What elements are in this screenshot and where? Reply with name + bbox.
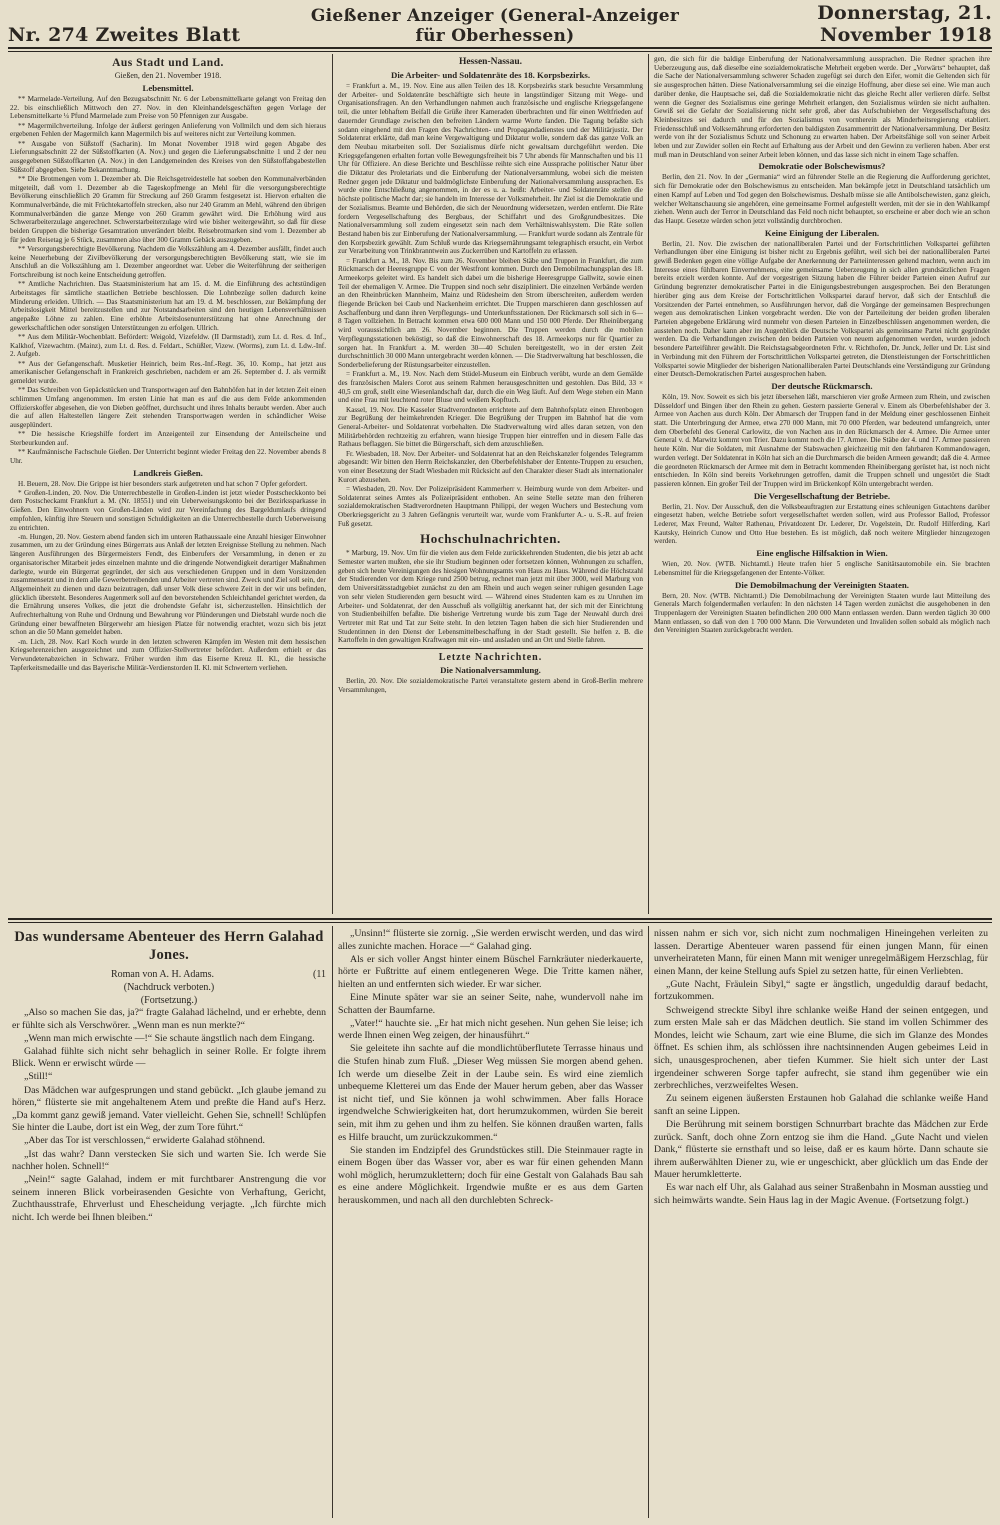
story-paragraph: „Vater!“ hauchte sie. „Er hat mich nicht gesehen. Nun gehen Sie leise; ich werde Ihnen einen Weg zeigen, der hinausführt.“: [338, 1017, 643, 1042]
article-paragraph: = Frankfurt a. M., 19. Nov. Nach dem Stüdel-Museum ein Einbruch verübt, wurde an dem Gemälde des französischen Malers Corot aus seinem Rahmen herausgeschnitten und gestohlen. Das Bild, 33 × 40,5 cm groß, stellt eine Wiesenlandschaft dar, durch die ein Weg läuft. Auf dem Wege stehen ein Mann und eine Frau mit leuchtend roter Bluse und weißem Kopftuch.: [338, 370, 643, 405]
article-paragraph: = Wiesbaden, 20. Nov. Der Polizeipräsident Kammerherr v. Heimburg wurde von dem Arbeiter- und Soldatenrat seines Amtes als Polizeipräsident enthoben. An seine Stelle setzte man den früheren sozialdemokratischen Stadtverordneten Hauptmann Philippi, der wegen Wuchers und Bestechung vom Oberkriegsgericht zu 3 Jahren Gefängnis verurteilt war, wurde vom Frankfurter A.- u. S.-R. auf freien Fuß gesetzt.: [338, 484, 643, 528]
story-paragraph: „Also so machen Sie das, ja?“ fragte Galahad lächelnd, und er erhebte, denn er fühlte sich als Verschwörer. „Wenn man es nun merkte?“: [12, 1007, 326, 1031]
article-paragraph: * Großen-Linden, 20. Nov. Die Unterrechbestelle in Großen-Linden ist jetzt wieder Postscheckkonto bei dem Postscheckamt Frankfurt a. M. (Nr. 18551) und ein Ueberweisungskonto bei der Bezirkssparkasse in Gießen. Den Einwohnern von Großen-Linden wird zur Vereinfachung des Bargeldumlaufs dringend empfohlen, künftig ihre Steuern und sonstigen Schuldigkeiten an die Unterrechbestelle durch Ueberweisung zu entrichten.: [10, 488, 326, 532]
column-rule: [332, 54, 333, 914]
subheading: Demokratie oder Bolschewismus?: [758, 161, 886, 172]
section-heading: Aus Stadt und Land.: [112, 57, 224, 69]
column-rule: [648, 926, 649, 1518]
feuilleton-column: [654, 928, 988, 1518]
story-paragraph: Das Mädchen war aufgesprungen und stand gebückt. „Ich glaube jemand zu hören,“ flüsterte sie mit angehaltenem Atem und preßte die Hand auf's Herz. „Da kommt ganz gewiß jemand. Vater vielleicht. Gehen Sie, schnell! Schlüpfen Sie hinter die Laube, dort ist ein Weg, der zum Tore führt.“: [12, 1084, 326, 1134]
story-paragraph: „Ist das wahr? Dann verstecken Sie sich und warten Sie. Ich werde Sie nachher holen. Schnell!“: [12, 1148, 326, 1173]
article-paragraph: * Marburg, 19. Nov. Um für die vielen aus dem Felde zurückkehrenden Studenten, die bis jetzt ab acht Semester warten mußten, ehe sie ihr Studium beginnen oder fortsetzen können, Wohnungen zu schaffen, geben sich heute Vereinigungen des hiesigen Wohnungsamts von Haus zu Haus. Während die Höchstzahl der Studierenden vor dem Kriege rund 2500 betrug, rechnet man jetzt mit über 3000, weil Marburg von dem Universitätsstadtgebiet zunächst zu den am Rhein und auch wegen seiner ruhigen gesunden Lage von sehr vielen Studierenden gern besucht wird. — Während eines Studenten kam es zu Unruhen im Arbeiter- und Soldatenrat, der den Ausschuß als vollgültig anerkannt hat, der sich mit der Einrichtung von Studienbeihilfen befaßte. Die bisherige Vertretung wurde bis zum Tage der Neuwahl durch drei Vertreter mit Rat und Tat zur Seite steht. In den letzten Tagen haben die sich hier Studierenden und Studentinnen in den Dienst der Lebensmittelbeschaffung in der Stadt gestellt. Sie helfen z. B. die Kartoffeln in den gewaltigen Kraftwagen mit ein- und ausladen und an Ort und Stelle fahren.: [338, 549, 643, 645]
column-politics: [654, 55, 990, 915]
masthead: [8, 2, 992, 46]
story-paragraph: Sie standen im Endzipfel des Grundstückes still. Die Steinmauer ragte in einem Bogen über das Wasser vor, aber es war für einen gehenden Mann wohl möglich, herumzuklettern; doch für eine Gestalt von Galahads Bau sah es eine andere Möglichkeit. Irgendwie mußte er es aus dem Garten herauskommen, und nach all den durchlebten Schreck-: [338, 1144, 643, 1206]
subheading: Landkreis Gießen.: [133, 467, 203, 478]
story-paragraph: „Gute Nacht, Fräulein Sibyl,“ sagte er ängstlich, ungeduldig darauf bedacht, fortzukommen.: [654, 978, 988, 1003]
serial-byline: [12, 968, 326, 981]
article-paragraph: ** Versorgungsberechtigte Bevölkerung. Nachdem die Volkszählung am 4. Dezember ausfällt, findet auch keine Neuerhebung der Zivilbevölkerung der versorgungsberechtigten Bevölkerung statt, wie sie im Anschluß an die Volkszählung am 1. Dezember angeordnet war. Ueber die Weiterführung der seitherigen Fortschreibung ist noch keine Entscheidung getroffen.: [10, 244, 326, 280]
subheading: Die Nationalversammlung.: [440, 665, 541, 676]
serial-author: Roman von A. H. Adams.: [110, 969, 215, 980]
subheading: Die Demobilmachung der Vereinigten Staaten.: [735, 579, 909, 590]
article-paragraph: Berlin, den 21. Nov. In der „Germania“ wird an führender Stelle an die Regierung die Aufforderung gerichtet, sich für Demokratie oder den Bolschewismus zu entscheiden. Man bekämpfe jetzt in Deutschland tatsächlich um einen Kampf auf Leben und Tod gegen den Bolschewismus. Deshalb müsse sie alle Antibolschewisten, ganz gleich, welcher Weltanschauung sie angehören, eine gemeinsame Formel aufgestellt werden, mit der sie in den Wahlkampf ziehen. Wenn auch der Terror in Deutschland das Feld noch nicht behauptet, so erscheine er aber doch wie an schon das Haupt. Gesetze würden schon jetzt vollständig durchbrochen.: [654, 173, 990, 225]
article-paragraph: -m. Hungen, 20. Nov. Gestern abend fanden sich im unteren Rathaussaale eine Anzahl hiesiger Einwohner zusammen, um zu der Gründung eines Bürgerrats aus Anlaß der letzten Ereignisse Stellung zu nehmen. Nach längeren Ausführungen des Bürgermeisters Fendt, des Einberufers der Versammlung, in denen er zu organisatorischer Mitarbeit jedes einzelnen mahnte und die dringende Notwendigkeit derartiger Maßnahmen darlegte, wurde ein Bürgerrat gegründet, der sich aus verschiedenen Gruppen und in dem Vorsitzenden zusammensetzt und in dem alle Gewerbetreibenden und Arbeiter vertreten sind. Zweck und Ziel soll sein, der Allgemeinheit zu dienen und dazu beizutragen, daß unser Volk diese schwere Zeit in der wir uns befinden, glücklich übersteht. Besonderes Augenmerk soll auf den bevorstehenden Schleichhandel gerichtet werden, da die Ernährung unseres Volkes, die jetzt die drohendste Gefahr ist, sicherzustellen. Hinsichtlich der Aufrechterhaltung von Ruhe und Ordnung und Bewahrung vor Plünderungen und Diebstahl wurde noch die Gründung einer bewaffneten Bürgerwehr am hiesigen Platze für notwendig erachtet, wozu sich bis jetzt schon an die 50 Mann gemeldet haben.: [10, 532, 326, 637]
subheading: Keine Einigung der Liberalen.: [764, 227, 880, 238]
serial-title: Das wundersame Abenteuer des Herrn Galahad Jones.: [14, 929, 324, 963]
story-paragraph: „Wenn man mich erwischte —!“ Sie schaute ängstlich nach dem Eingang.: [24, 1032, 315, 1044]
article-paragraph: ** Die hessische Kriegshilfe fordert im Anzeigenteil zur Einsendung der Anteilscheine und Sterbeurkunden auf.: [10, 430, 326, 447]
issue-number: Nr. 274 Zweites Blatt: [8, 24, 241, 46]
story-paragraph: Sie geleitete ihn sachte auf die mondlichtüberflutete Terrasse hinaus und die Stufen hinab zum Fluß. „Dieser Weg müssen Sie morgen abend gehen. Ich werde um dieselbe Zeit in der Laube sein. Es wird eine ziemlich unbequeme Kletterei um das Ende der Mauer herum geben, aber das Wasser ist nicht tief, und Sie können ja wohl schwimmen. Aber falls Horace irgendwelche Schwierigkeiten hat, dort herumzukommen, würden Sie bereit sein, mit ihm zu gehen und ihm zu helfen. Sie können draußen warten, falls es Hilfe braucht, um zurückzukommen.“: [338, 1043, 643, 1143]
column-local-news: [10, 55, 326, 915]
story-paragraph: Galahad fühlte sich nicht sehr behaglich in seiner Rolle. Er folgte ihrem Blick. Wenn er erwischt würde —: [12, 1045, 326, 1070]
article-paragraph: Berlin, 20. Nov. Die sozialdemokratische Partei veranstaltete gestern abend in Groß-Berlin mehrere Versammlungen,: [338, 677, 643, 694]
article-paragraph: H. Beuern, 28. Nov. Die Grippe ist hier besonders stark aufgetreten und hat schon 7 Opfer gefordert.: [18, 479, 308, 488]
story-paragraph: nissen nahm er sich vor, sich nicht zum nochmaligen Hineingehen verleiten zu lassen. Derartige Abenteuer waren passend für einen jungen Mann, für einen unverheirateten Mann, für einen Mann mit weniger unregelmäßigem Herzschlag, für einen Mann, der keine Stellung aufs Spiel zu setzen hatte, für einen Verliebten.: [654, 928, 988, 977]
article-paragraph: = Frankfurt a. M., 19. Nov. Eine aus allen Teilen des 18. Korpsbezirks stark besuchte Versammlung der Arbeiter- und Soldatenräte beschäftigte sich heute in langstündiger Sitzung mit Wege- und Organisationsfragen. An den Verhandlungen nahmen auch französische und englische Kriegsgefangene teil, die unter lebhaftem Beifall die Grüße ihrer Kameraden überbrachten und für einen Weltfrieden auf dauernder Grundlage zwischen den befreiten Ländern warme Worte fanden. Die Tagung befaßte sich sodann eingehend mit den Fragen des Nachrichten- und Propagandadienstes und der Militärjustiz. Der Soldatenrat erklärte, daß man keine Vergewaltigung und Diktatur wolle, sondern daß das ganze Volk an dem Neubau mitarbeiten soll. Der Sozialismus dürfe nicht gewaltsam durchgeführt werden. Die Kriegsgefangenen erhalten fortan volle Bewegungsfreiheit bis 7 Uhr abends für Mannschaften und bis 11 Uhr für Offiziere. An diese Berichte und Beschlüsse reihte sich eine Aussprache politischer Natur über die Diktatur des Proletariats und die Einberufung der Nationalversammlung, wobei sich die meisten Redner gegen jede Diktatur und baldmöglichste Einberufung der Nationalversammlung aussprachen. Es wurde eine Entschließung angenommen, in der es u. a. heißt: Arbeiter- und Soldatenräte stellen die höchste politische Macht dar; sie handeln im Interesse der Volksmehrheit. Ihr Ziel ist die Demokratie und der Sozialismus. Beamte und Behörden, die sich der Neuordnung widersetzen, werden entfernt. Die Räte fordern Vergesellschaftung des Bergbaus, der Schiffahrt und des Großgrundbesitzes. Die Nationalversammlung soll zudem eingesetzt sein nach dem Verhältniswahlsystem. Die Räte sollen Bestand haben bis zur Einberufung der Nationalversammlung. — Frankfurt wurde sodann als Zentrale für den Korpsbezirk gewählt. Zum Schluß wurde das Kriegsernährungsamt telegraphisch ersucht, ein Verbot zur Verarbeitung von Trinkbranntwein aus Zuckerrüben und Kartoffeln zu erlassen.: [338, 82, 643, 256]
article-paragraph: ** Aus der Gefangenschaft. Musketier Heinrich, beim Res.-Inf.-Regt. 36, 10. Komp., hat jetzt aus amerikanischer Gefangenschaft in Frankreich geschrieben, nachdem er am 26. September d. J. als vermißt gemeldet wurde.: [10, 359, 326, 385]
section-heading: Hochschulnachrichten.: [420, 531, 561, 547]
article-paragraph: ** Aus dem Militär-Wochenblatt. Befördert: Weigold, Vizefeldw. (II Darmstadt), zum Lt. d. Res. d. Inf., Kalkhof, Vizewachtm. (Mainz), zum Lt. d. Res. d. Feldart., Schüßler, Vizew. (Worms), zum Lt. d. Ldw.-Inf. 2. Aufgeb.: [10, 332, 326, 359]
feuilleton-column: [12, 928, 326, 1518]
story-paragraph: Eine Minute später war sie an seiner Seite, nahe, wundervoll nahe im Schatten der Baumfarne.: [338, 991, 643, 1016]
subheading: Die Vergesellschaftung der Betriebe.: [753, 490, 891, 501]
article-paragraph: ** Ausgabe von Süßstoff (Sacharin). Im Monat November 1918 wird gegen Abgabe des Lieferungsabschnitt 22 der Süßstoffkarten (A. Nov.) und gegen die Lieferungsabschnitte 1 und 2 der neu ausgegebenen Süßstoffkarten (A. Nov.) in den Landgemeinden des Kreises von den Süßstoffabgabestellen Süßstoff abgegeben. Siehe Bekanntmachung.: [10, 139, 326, 174]
article-paragraph: Berlin, 21. Nov. Der Ausschuß, den die Volksbeauftragten zur Erstattung eines schleunigen Gutachtens darüber eingesetzt haben, welche Betriebe sofort vergesellschaftet werden sollen, wird aus Professor Ballod, Professor Lederer, Max Freund, Walter Rathenau, Privatdozent Dr. Lederer, Dr. Vogelstein, Dr. Rudolf Hilferding, Karl Kautsky, Heinrich Cunow und Otto Hue bestehen. Es ist möglich, daß noch weitere Mitglieder hinzugezogen werden.: [654, 502, 990, 546]
article-paragraph: Köln, 19. Nov. Soweit es sich bis jetzt übersehen läßt, marschieren vier große Armeen zum Rhein, und zwischen Düsseldorf und Bingen über den Rhein zu gehen. Gestern passierte General v. Einem als Oberbefehlshaber der 3. Armee von Aachen aus durch Köln. Der Abmarsch der Truppen fand in der Meldung einer geschlossenen Einheit statt. Die Unterbringung der Armee, etwa 270 000 Mann, mit 70 000 Pferden, war bedeutend umfangreich, unter dem Oberbefehl des General Carlowitz, die von Nachen aus in den Rückmarsch der 4. Armee. Die Armee unter General v. d. Marwitz kommt von Trier. Dazu kommt noch die 17. Armee. Die Stäbe der 4. und 17. Armee passieren heute Köln. Nur die Soldaten, mit Ausnahme der Stabswachen gleichzeitig mit den fahrbaren Kommandowagen, wurden verlegt. Der Soldatenrat in Köln hat sich an die Durchmarsch die beiden Armeen gewandt; daß die 4. Armee die geordneten Rückmarsch der Armee mit dem in Betracht kommenden Rheinübergang gerüstet hat, ist noch nicht entschieden. In Köln sind bereits Vorkehrungen getroffen, damit die Truppen schnell und ungestört die Stadt passieren können. Ein großer Teil der Truppen wird im Brückenkopf Köln untergebracht werden.: [654, 392, 990, 488]
article-paragraph: ** Marmelade-Verteilung. Auf den Bezugsabschnitt Nr. 6 der Lebensmittelkarte gelangt von Freitag den 22. bis einschließlich Mittwoch den 27. Nov. in den Kleinhandelsgeschäften gegen Vorlage der Lebensmittelkarte ¼ Pfund Marmelade zum Preise von 50 Pfennigen zur Ausgabe.: [10, 95, 326, 121]
feuilleton-rule: [8, 922, 992, 923]
subheading: Lebensmittel.: [142, 83, 194, 93]
story-paragraph: Zu seinem eigenen äußersten Erstaunen hob Galahad die schlanke weiße Hand sanft an seine Lippen.: [654, 1093, 988, 1117]
article-paragraph: -m. Lich, 28. Nov. Karl Koch wurde in den letzten schweren Kämpfen im Westen mit dem hessischen Kriegsehrenzeichen ausgezeichnet und zum Offizier-Stellvertreter befördert. Außerdem erhielt er das Verwundetenabzeichen in Schwarz. Früher wurden ihm das Eiserne Kreuz II. Kl., die hessische Tapferkeitsmedaille und das Bayerische Militär-Verdienstorden II. Kl. mit Schwertern verliehen.: [10, 637, 326, 672]
subheading: Der deutsche Rückmarsch.: [771, 380, 873, 391]
article-paragraph: ** Magermilchverteilung. Infolge der äußerst geringen Anlieferung von Vollmilch und dem sich hieraus ergebenen Fehlen der Magermilch kann Magermilch bis auf weiteres nicht zur Verteilung kommen.: [10, 121, 326, 139]
article-paragraph: Kassel, 19. Nov. Die Kasseler Stadtverordneten errichtete auf dem Bahnhofsplatz einen Ehrenbogen zur Begrüßung der heimkehrenden Krieger. Die Begrüßung der Truppen im Bahnhof hat die vom General-Arbeiter- und Soldatenrat vorbehalten. Die Stadtverwaltung wird alles daran setzen, von den Militärbehörden rechtzeitig zu erfahren, wann hiesige Truppen hier eintreffen und in diesem Falle das Rathaus beflaggen. Sie bittet die Bürgerschaft, sich dem anzuschließen.: [338, 405, 643, 449]
column-rule: [648, 54, 649, 914]
story-paragraph: Als er sich voller Angst hinter einem Büschel Farnkräuter niederkauerte, hörte er Fußtritte auf einem entlegeneren Wege. Die Tritte kamen näher, hielten an und entfernten sich wieder. Er war sicher.: [338, 953, 643, 990]
article-paragraph: Wien, 20. Nov. (WTB. Nichtamtl.) Heute trafen hier 5 englische Sanitätsautomobile ein. Sie brachten Lebensmittel für die Kriegsgefangenen der Entente-Völker.: [654, 560, 990, 577]
story-paragraph: „Aber das Tor ist verschlossen,“ erwiderte Galahad stöhnend.: [24, 1135, 265, 1147]
issue-date: Donnerstag, 21. November 1918: [817, 2, 992, 46]
article-paragraph: Berlin, 21. Nov. Die zwischen der nationalliberalen Partei und der Fortschrittlichen Volkspartei geführten Verhandlungen über eine Einigung ist bisher nicht zu Ergebnis geführt, weil sich bei der nationalliberalen Partei gewiß Bedenken gegen eine völlige Aufgabe der Anerkennung der Parteiinteressen geltend machten, wenn auch im Interesse eines fühlbaren Einvernehmens, eine gemeinsame Ueberzeugung in sich allen grundsätzlichen Fragen bereits erzielt werden konnte. Auf der vorgestrigen Sitzung haben die Führer beider Parteien einen Aufruf zur Gründung begrenzter demokratischer Partei in die Einigungsbestrebungen ausgesprochen. Bei den Beratungen hierüber ging aus dem Kreise der Fortschrittlichen Volkspartei darauf hervor, daß sich der Entschluß die Vorsitzenden der Partei entnehmen, so Ausführungen hervor, daß die Vorgänge der gemeinsamen Besprechungen wegen aus demokratischen Linken vorgebracht werden. Die von der Parteileitung der beiden großen liberalen Parteien abgegebene Erklärung wird nunmehr von diesen Parteien in Einzelbeschlüssen angenommen werden, die ausstehen noch. Daher kann aber im Augenblick die Deutsche Volkspartei als gemeinsame Partei nicht gegründet werden. Da die Verhandlungen zwischen den beiden Parteien von neuem aufgenommen werden, wurden jedoch besondere Parteiführer gewählt. Die Reichstagsabgeordneten Frhr. v. Richthofen, Dr. Junck, Jeller und Dr. List sind in Verbindung mit den Führern der Fortschrittlichen Volkspartei getreten, die Dienstleistungen der Fortschrittlichen Volkspartei sowie Mitglieder der bisherigen Nationalliberalen Partei Deutschlands eine Verständigung zur Gründung einer Deutsch-Demokratischen Partei ausgesprochen haben.: [654, 239, 990, 379]
continuation-note: (Fortsetzung.): [140, 995, 198, 1006]
story-paragraph: Es war nach elf Uhr, als Galahad aus seiner Straßenbahn in Mosman ausstieg und sich heimwärts wandte. Sein Haus lag in der Magic Avenue. (Fortsetzung folgt.): [654, 1182, 988, 1206]
article-paragraph: ** Das Schreiben von Gepäckstücken und Transportwagen auf den Bahnhöfen hat in der letzten Zeit einen schlimmen Umfang angenommen. Im ersten Linie hat man es auf die aus dem Felde ankommenden Offizierskoffer abgesehen, die von Dieben geöffnet, durchsucht und ihres Inhalts beraubt werden. Aber auch die auf allen Haltestellen längere Zeit stehenden Transportwagen werden in schändlicher Weise ausgeplündert.: [10, 386, 326, 430]
story-paragraph: „Still!“: [24, 1071, 53, 1083]
article-paragraph: = Frankfurt a. M., 18. Nov. Bis zum 26. November bleiben Stäbe und Truppen in Frankfurt, die zum Rückmarsch der Heeresgruppe C von der Westfront kommen. Durch den Demobilmachungsplan des 18. Armeekorps geleitet wird. Es handelt sich dabei um die bisherige Heeresgruppe Gallwitz, sowie einen Teil der ehemaligen V. Armee. Die Truppen sind noch sehr diszipliniert. Die einzelnen Verbände werden an den Rheinbrücken Mannheim, Mainz und Rüdesheim den Strom überschreiten, außerdem werden fliegende Brücken bei Caub und Nackenheim errichtet. Die Truppen marschieren dann geschlossen auf Aschaffenburg und dann ihren Verpflegungs- und Unterkunftsstationen. Der Rückmarsch soll sich in 6—8 Tagen vollziehen. In Betracht kommen etwa 600 000 Mann und 150 000 Pferde. Der Rheinübergang wird voraussichtlich am 26. November beginnen. Die Truppen werden durch die mobilen Verpflegungsstationen beköstigt, so daß die Einwohnerschaft des 18. Armeekorps nur für Quartier zu sorgen hat. In Frankfurt a. M. werden 30—40 Schulen bereitgestellt, wo in der ersten Zeit durchschnittlich 30 000 Mann untergebracht werden können. — Die Stadtverwaltung hat beschlossen, die Sonderbelieferung der Rüstungsarbeiter einzustellen.: [338, 256, 643, 369]
subheading: Die Arbeiter- und Soldatenräte des 18. Korpsbezirks.: [390, 70, 591, 80]
newspaper-title: Gießener Anzeiger (General-Anzeiger für Oberhessen): [310, 6, 680, 46]
serial-number: (11: [313, 969, 326, 980]
article-paragraph: Bern, 20. Nov. (WTB. Nichtamtl.) Die Demobilmachung der Vereinigten Staaten wurde laut Mitteilung des Generals March folgendermaßen verlaufen: In den nächsten 14 Tagen werden zunächst die ausgehobenen in den Truppenlagern der Vereinigten Staaten befindlichen 200 000 Mann entlassen werden. Dann werden täglich 30 000 Mann entlassen, so daß von den 1 700 000 Mann. Die Verwundeten und Invaliden sollen sobald als möglich nach den Vereinigten Staaten zurückgebracht werden.: [654, 591, 990, 635]
story-paragraph: Die Berührung mit seinem borstigen Schnurrbart brachte das Mädchen zur Erde zurück. Sanft, doch ohne Zorn entzog sie ihm die Hand. „Gute Nacht und vielen Dank,“ flüsterte sie ernsthaft und so leise, daß er es kaum hörte. Dann schaute sie ihrem außerwählten Diener zu, wie er ungeschickt, aber glücklich um das Ende der Mauer herumkletterte.: [654, 1118, 988, 1181]
column-rule: [332, 926, 333, 1518]
section-heading: Letzte Nachrichten.: [438, 652, 543, 664]
column-hessen-nassau: [338, 55, 643, 915]
section-heading: Hessen-Nassau.: [458, 57, 523, 67]
feuilleton-column: [338, 928, 643, 1518]
article-paragraph: Fr. Wiesbaden, 18. Nov. Der Arbeiter- und Soldatenrat hat an den Reichskanzler folgendes Telegramm abgesandt: Wir bitten den Herrn Reichskanzler, den Oberbefehlshaber der Entente-Truppen zu ersuchen, von einer Besetzung der Stadt Wiesbaden mit Rücksicht auf den Charakter dieser Stadt als internationaler Kurort abzusehen.: [338, 449, 643, 484]
article-paragraph: ** Kaufmännische Fachschule Gießen. Der Unterricht beginnt wieder Freitag den 22. November abends 8 Uhr.: [10, 448, 326, 465]
feuilleton-rule: [8, 918, 992, 920]
article-paragraph: ** Die Brotmengen vom 1. Dezember ab. Die Reichsgetreidestelle hat soeben den Kommunalverbänden mitgeteilt, daß vom 1. Dezember ab die Tageskopfmenge an Mehl für die versorgungsberechtigte Bevölkerung einschließlich 20 Gramm für Streckung auf 260 Gramm festgesetzt ist. Hiervon erhalten die Kommunalverbände, die mit Früchtekartoffeln strecken, also nur 240 Gramm an Mehl, während den übrigen Kommunalverbänden die ganze Menge von 260 Gramm gewährt wird. Die Erhöhung wird aus Schwerarbeiterzulage angerechnet. Schwerstarbeiterzulage wird wie bisher weitergewährt, so daß für diese beiden Gruppen die bisherige Gesamtration unverändert bleibt. Reisebrotmarken sind vom 1. Dezember ab für jeden Reisetag je 6 Stück, zusammen also über 300 Gramm Gebäck auszugeben.: [10, 174, 326, 244]
story-paragraph: „Nein!“ sagte Galahad, indem er mit furchtbarer Anstrengung die vor seinem inneren Blick vorbeirasenden Gesichte von Verhaftung, Gericht, Zuchthausstrafe, Ehrverlust und Ehescheidung verjagte. „Ich fürchte mich nicht. Ich werde bei Ihnen bleiben.“: [12, 1174, 326, 1223]
article-paragraph: ** Amtliche Nachrichten. Das Staatsministerium hat am 15. d. M. die Einführung des achtstündigen Arbeitstages für sämtliche staatlichen Betriebe beschlossen. Die Lohnbezüge sollen dadurch keine Minderung erleiden. Ullrich. — Das Staatsministerium hat am 19. d. M. beschlossen, zur Bekämpfung der Arbeitslosigkeit Mittel bereitzustellen und zur Notstandsarbeiten sind den heutigen Lebensverhältnissen angepaßte Löhne zu zahlen. Eine erhöhte Arbeitslosenunterstützung hat ohne Anrechnung der gewerkschaftlichen oder sonstigen Unterstützungen zu erfolgen. Ullrich.: [10, 280, 326, 332]
masthead-rule: [8, 47, 992, 52]
subheading: Eine englische Hilfsaktion in Wien.: [756, 548, 888, 559]
divider: [338, 648, 643, 649]
article-paragraph: gen, die sich für die baldige Einberufung der Nationalversammlung aussprachen. Die Redner sprachen ihre Ueberzeugung aus, daß dieselbe eine sozialdemokratische Mehrheit ergeben werde. Der „Vorwärts“ behauptet, daß die Sache der Nationalversammlung schwerer Schaden zugefügt sei durch den Eifer, womit die Geltenden sich für sie ausgesprochen hätten. Diese Nationalversammlung sei die einzige Hoffnung, aber diese sei eine. Wie man auch darüber denke, die Hauptsache sei, daß die Sozialdemokratie nicht das gleiche Recht aller verlieren dürfe. Selbst wenn die Gegner des Sozialismus eine geringe Mehrheit erlangen, den Sozialismus würden sie nicht aufhalten. Gewiß sei die Gefahr der Sozialisierung nicht sehr groß, aber das Aufschubiehen der Vergesellschaftung des Kleinbesitzes sei dadurch und für den Sozialismus von vornherein als Minderheitsregierung etabliert. Friedensschluß und Volksernährung erforderten den baldigsten Zusammentritt der Nationalversammlung. Der Besitz werde von ihr der Sozialismus Schutz und Schonung zu erwarten haben. Der Arbeitsfähige soll von seiner Arbeit leben und zur Zuwider sollen ein Recht auf Erhaltung aus der Arbeit und den Gewinn zu verlieren haben. Aber erst muß man in Deutschland von seiner Arbeit leben können, und das lasse sich nicht in einem Tage schaffen.: [654, 55, 990, 159]
story-paragraph: „Unsinn!“ flüsterte sie zornig. „Sie werden erwischt werden, und das wird alles zunichte machen. Horace —“ Galahad ging.: [338, 928, 643, 952]
story-paragraph: Schweigend streckte Sibyl ihre schlanke weiße Hand der seinen entgegen, und zum ersten Male sah er das Mädchen deutlich. Sie stand im vollen Schimmer des Mondes, leicht wie Schaum, zart wie eine Blume, die sich im Glanze des Mondes öffnet. Es schien ihm, als schlössen ihre nachtsinnenden Augen gebeimes Leid in sich, unausgesprochenen, aber tiefen Kummer. Sie hielt sich unter der Last irgendeiner schweren Sorge tapfer aufrecht, sie stand ihm gegenüber wie ein zerbrechliches, verzweifeltes Wesen.: [654, 1004, 988, 1092]
reprint-note: (Nachdruck verboten.): [123, 982, 215, 993]
dateline: Gießen, den 21. November 1918.: [114, 71, 222, 80]
